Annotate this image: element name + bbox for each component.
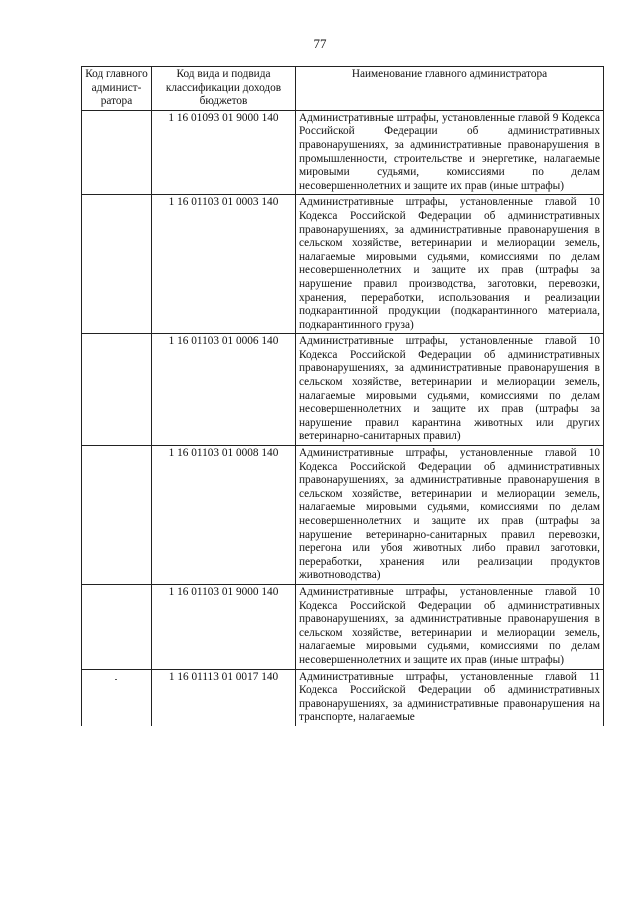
table-header-row [82,67,604,111]
administrator-name-cell: Административные штрафы, установленные главой 9 Кодекса Российской Федерации об административных правонарушениях, за административные правонарушения в промышленности, строительстве и энергетике, налагаемые мировыми судьями, комиссиями по делам несовершеннолетних и защите их прав (иные штрафы) [296,110,604,195]
table-row [82,446,604,585]
classification-code-cell: 1 16 01113 01 0017 140 [152,669,296,726]
administrator-name-cell: Административные штрафы, установленные главой 11 Кодекса Российской Федерации об административных правонарушениях, за административные правонарушения на транспорте, налагаемые [296,669,604,726]
administrator-name-cell: Административные штрафы, установленные главой 10 Кодекса Российской Федерации об административных правонарушениях, за административные правонарушения в сельском хозяйстве, ветеринарии и мелиорации земель, налагаемые мировыми судьями, комиссиями по делам несовершеннолетних и защите их прав (штрафы за нарушение ветеринарно-санитарных правил перевозки, перегона или убоя животных либо правил заготовки, переработки, хранения или реализации продуктов животноводства) [296,446,604,585]
header-admin-code: Код главного админист-ратора [82,67,152,111]
revenue-classification-table [81,66,604,726]
admin-code-cell [82,334,152,446]
administrator-name-cell: Административные штрафы, установленные главой 10 Кодекса Российской Федерации об административных правонарушениях, за административные правонарушения в сельском хозяйстве, ветеринарии и мелиорации земель, налагаемые мировыми судьями, комиссиями по делам несовершеннолетних и защите их прав (штрафы за нарушение правил карантина животных или других ветеринарно-санитарных правил) [296,334,604,446]
table-row [82,195,604,334]
administrator-name-cell: Административные штрафы, установленные главой 10 Кодекса Российской Федерации об административных правонарушениях, за административные правонарушения в сельском хозяйстве, ветеринарии и мелиорации земель, налагаемые мировыми судьями, комиссиями по делам несовершеннолетних и защите их прав (иные штрафы) [296,584,604,669]
table-row [82,334,604,446]
classification-code-cell: 1 16 01103 01 0006 140 [152,334,296,446]
admin-code-cell [82,195,152,334]
admin-code-cell [82,669,152,726]
admin-code-cell [82,446,152,585]
table-row [82,669,604,726]
admin-code-cell [82,584,152,669]
classification-code-cell: 1 16 01103 01 9000 140 [152,584,296,669]
scan-mark [115,679,117,680]
classification-code-cell: 1 16 01103 01 0003 140 [152,195,296,334]
header-administrator-name: Наименование главного администратора [296,67,604,111]
table-row [82,584,604,669]
table-row [82,110,604,195]
admin-code-cell [82,110,152,195]
administrator-name-cell: Административные штрафы, установленные главой 10 Кодекса Российской Федерации об административных правонарушениях, за административные правонарушения в сельском хозяйстве, ветеринарии и мелиорации земель, налагаемые мировыми судьями, комиссиями по делам несовершеннолетних и защите их прав (штрафы за нарушение правил производства, заготовки, перевозки, хранения, переработки, использования и реализации подкарантинной продукции (подкарантинного материала, подкарантинного груза) [296,195,604,334]
page-number: 77 [313,36,327,51]
classification-code-cell: 1 16 01103 01 0008 140 [152,446,296,585]
classification-code-cell: 1 16 01093 01 9000 140 [152,110,296,195]
header-classification-code: Код вида и подвида классификации доходов бюджетов [152,67,296,111]
